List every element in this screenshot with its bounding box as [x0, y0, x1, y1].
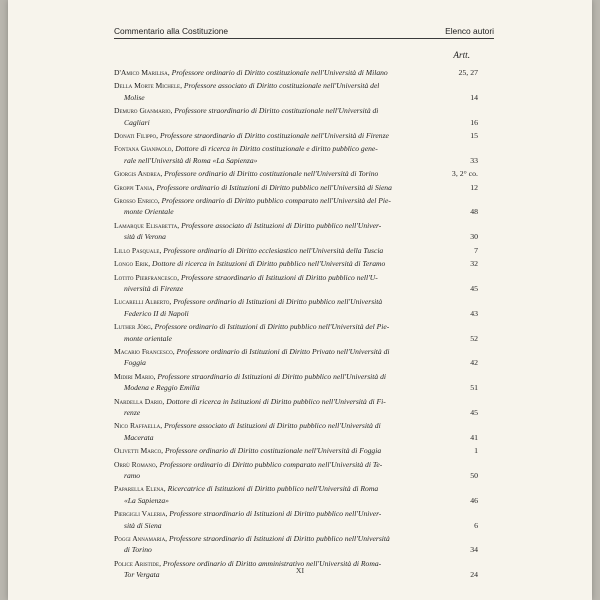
- entry-text: [114, 371, 386, 382]
- author-affiliation-continued: Molise: [124, 92, 145, 102]
- entry-first-line: [114, 105, 478, 116]
- entry-first-line: [114, 459, 478, 470]
- author-name: Nico Raffaella,: [114, 421, 163, 431]
- entry-continuation-line: [114, 407, 478, 418]
- entry-continuation-line: [114, 357, 478, 368]
- entry-text: [114, 321, 389, 332]
- author-list: [114, 67, 478, 583]
- author-affiliation: Professore straordinario di Diritto costituzionale nell'Università di Firenze: [159, 131, 389, 141]
- author-name: Nardella Dario,: [114, 396, 165, 406]
- book-page: [8, 0, 592, 600]
- author-name: Giorgis Andrea,: [114, 169, 163, 179]
- running-header: [114, 26, 494, 39]
- author-entry: [114, 67, 478, 78]
- author-entry: [114, 533, 478, 556]
- author-name: Orrù Romano,: [114, 459, 158, 469]
- author-affiliation-continued: Tor Vergata: [124, 570, 160, 580]
- entry-text: [114, 396, 386, 407]
- entry-text: [114, 105, 378, 116]
- entry-text: [114, 182, 392, 193]
- entry-text: [114, 459, 382, 470]
- entry-text: [114, 130, 389, 141]
- author-entry: [114, 168, 478, 179]
- author-name: Lillo Pasquale,: [114, 245, 162, 255]
- author-entry: [114, 130, 478, 141]
- entry-first-line: [114, 168, 478, 179]
- author-affiliation: Professore ordinario di Diritto pubblico comparato nell'Università di Te-: [159, 459, 383, 469]
- author-affiliation: Professore ordinario di Diritto ecclesiastico nell'Università della Tuscia: [163, 245, 384, 255]
- entry-text: [114, 80, 379, 91]
- entry-first-line: [114, 220, 478, 231]
- article-numbers: 52: [470, 333, 478, 343]
- entry-continuation-line: [114, 520, 478, 531]
- article-numbers: 32: [470, 259, 478, 269]
- author-entry: [114, 245, 478, 256]
- entry-continuation-line: [114, 432, 478, 443]
- article-numbers: 50: [470, 471, 478, 480]
- article-numbers: 12: [470, 182, 478, 192]
- entry-first-line: [114, 483, 478, 494]
- author-entry: [114, 483, 478, 506]
- entry-first-line: [114, 371, 478, 382]
- entry-text: [114, 195, 391, 206]
- entry-continuation-line: [114, 333, 478, 344]
- entry-first-line: [114, 143, 478, 154]
- author-affiliation: Dottore di ricerca in Istituzioni di Diritto pubblico nell'Università di Teramo: [152, 259, 386, 269]
- entry-continuation-line: [114, 470, 478, 481]
- author-affiliation-continued: monte orientale: [124, 333, 172, 343]
- entry-first-line: [114, 258, 478, 269]
- entry-continuation-line: [114, 382, 478, 393]
- entry-first-line: [114, 195, 478, 206]
- author-affiliation: Professore ordinario di Diritto costituzionale nell'Università di Milano: [171, 68, 388, 77]
- entry-first-line: [114, 533, 478, 544]
- entry-first-line: [114, 508, 478, 519]
- author-affiliation-continued: ramo: [124, 471, 141, 480]
- author-name: Paparella Elena,: [114, 484, 166, 494]
- articles-column-label: Artt.: [453, 50, 470, 60]
- author-affiliation-continued: Modena e Reggio Emilia: [124, 383, 200, 393]
- author-name: Police Aristide,: [114, 558, 161, 568]
- author-name: Groppi Tania,: [114, 182, 155, 192]
- header-section: Elenco autori: [445, 26, 494, 36]
- entry-first-line: [114, 272, 478, 283]
- article-numbers: 34: [470, 545, 478, 555]
- entry-first-line: [114, 80, 478, 91]
- author-entry: [114, 195, 478, 218]
- author-entry: [114, 508, 478, 531]
- author-entry: [114, 459, 478, 482]
- author-name: Donati Filippo,: [114, 131, 159, 141]
- article-numbers: 15: [470, 131, 478, 141]
- author-affiliation-continued: renze: [124, 407, 141, 417]
- entry-first-line: [114, 346, 478, 357]
- author-affiliation: Dottore di ricerca in Diritto costituzionale e diritto pubblico gene-: [175, 144, 378, 154]
- article-numbers: 45: [470, 283, 478, 293]
- author-affiliation: Professore associato di Istituzioni di Diritto pubblico nell'Università di: [164, 421, 381, 431]
- entry-text: [114, 508, 381, 519]
- author-affiliation: Dottore di ricerca in Istituzioni di Diritto pubblico nell'Università di Fi-: [166, 396, 386, 406]
- article-numbers: 46: [470, 495, 478, 505]
- author-affiliation-continued: Cagliari: [124, 117, 150, 127]
- author-entry: [114, 182, 478, 193]
- author-affiliation: Professore straordinario di Istituzioni di Diritto pubblico nell'U-: [180, 272, 378, 282]
- article-numbers: 7: [474, 245, 478, 255]
- author-name: Longo Erik,: [114, 259, 151, 269]
- entry-first-line: [114, 321, 478, 332]
- author-entry: [114, 346, 478, 369]
- author-affiliation: Professore ordinario di Diritto costituzionale nell'Università di Torino: [164, 169, 379, 179]
- article-numbers: 14: [470, 92, 478, 102]
- author-affiliation: Professore ordinario di Istituzioni di Diritto pubblico nell'Università del Pie-: [154, 322, 390, 332]
- entry-first-line: [114, 67, 478, 78]
- entry-text: [114, 346, 390, 357]
- article-numbers: 42: [470, 358, 478, 368]
- header-title: Commentario alla Costituzione: [114, 26, 229, 36]
- entry-first-line: [114, 296, 478, 307]
- entry-text: [114, 245, 383, 256]
- author-affiliation: Professore ordinario di Diritto costituzionale nell'Università di Foggia: [165, 446, 382, 456]
- entry-text: [114, 67, 388, 78]
- author-name: Poggi Annamaria,: [114, 534, 168, 544]
- entry-first-line: [114, 420, 478, 431]
- author-entry: [114, 80, 478, 103]
- article-numbers: 6: [474, 520, 478, 530]
- author-affiliation: Professore associato di Istituzioni di Diritto pubblico nell'Univer-: [181, 220, 382, 230]
- entry-text: [114, 258, 385, 269]
- author-entry: [114, 420, 478, 443]
- author-affiliation: Professore ordinario di Diritto amministrativo nell'Università di Roma-: [162, 558, 382, 568]
- author-name: D'Amico Marilisa,: [114, 68, 170, 77]
- entry-continuation-line: [114, 283, 478, 294]
- entry-continuation-line: [114, 117, 478, 128]
- entry-continuation-line: [114, 206, 478, 217]
- article-numbers: 3, 2° co.: [451, 169, 478, 179]
- author-entry: [114, 105, 478, 128]
- article-numbers: 30: [470, 232, 478, 242]
- entry-continuation-line: [114, 495, 478, 506]
- author-affiliation: Professore straordinario di Istituzioni di Diritto pubblico nell'Univer-: [169, 509, 382, 519]
- entry-text: [114, 420, 381, 431]
- author-name: Midiri Mario,: [114, 371, 156, 381]
- entry-text: [114, 143, 378, 154]
- author-affiliation: Professore associato di Diritto costituzionale nell'Università del: [183, 81, 380, 91]
- author-entry: [114, 272, 478, 295]
- entry-text: [114, 445, 381, 456]
- entry-continuation-line: [114, 544, 478, 555]
- author-name: Della Morte Michele,: [114, 81, 182, 91]
- author-entry: [114, 220, 478, 243]
- author-affiliation-continued: sità di Verona: [124, 232, 166, 242]
- entry-continuation-line: [114, 231, 478, 242]
- author-affiliation-continued: monte Orientale: [124, 207, 174, 217]
- author-name: Macario Francesco,: [114, 346, 175, 356]
- entry-continuation-line: [114, 308, 478, 319]
- article-numbers: 33: [470, 155, 478, 165]
- author-entry: [114, 445, 478, 456]
- article-numbers: 16: [470, 117, 478, 127]
- page-number: XI: [295, 566, 305, 575]
- author-name: Grosso Enrico,: [114, 196, 160, 206]
- entry-continuation-line: [114, 155, 478, 166]
- author-name: Demuro Gianmario,: [114, 106, 173, 116]
- author-affiliation: Professore ordinario di Istituzioni di Diritto Privato nell'Università di: [176, 346, 390, 356]
- author-name: Lotito Pierfrancesco,: [114, 272, 180, 282]
- author-entry: [114, 143, 478, 166]
- author-entry: [114, 258, 478, 269]
- author-name: Fontana Gianpaolo,: [114, 144, 174, 154]
- author-affiliation-continued: «La Sapienza»: [124, 495, 169, 505]
- entry-first-line: [114, 130, 478, 141]
- author-entry: [114, 296, 478, 319]
- author-affiliation-continued: di Torino: [124, 545, 152, 555]
- author-affiliation: Ricercatrice di Istituzioni di Diritto pubblico nell'Università di Roma: [167, 484, 379, 494]
- author-affiliation-continued: Foggia: [124, 358, 146, 368]
- article-numbers: 41: [470, 432, 478, 442]
- author-entry: [114, 321, 478, 344]
- entry-first-line: [114, 445, 478, 456]
- author-affiliation-continued: Federico II di Napoli: [124, 308, 189, 318]
- entry-text: [114, 296, 382, 307]
- entry-text: [114, 168, 378, 179]
- author-affiliation: Professore ordinario di Diritto pubblico comparato nell'Università del Pie-: [161, 196, 391, 206]
- author-affiliation: Professore ordinario di Istituzioni di Diritto pubblico nell'Università di Siena: [156, 182, 392, 192]
- author-entry: [114, 396, 478, 419]
- author-affiliation-continued: sità di Siena: [124, 520, 162, 530]
- author-entry: [114, 371, 478, 394]
- author-name: Luther Jörg,: [114, 322, 153, 332]
- entry-first-line: [114, 182, 478, 193]
- article-numbers: 43: [470, 308, 478, 318]
- author-affiliation: Professore straordinario di Istituzioni di Diritto pubblico nell'Università di: [157, 371, 386, 381]
- author-name: Lamarque Elisabetta,: [114, 220, 180, 230]
- entry-continuation-line: [114, 92, 478, 103]
- author-affiliation-continued: niversità di Firenze: [124, 283, 184, 293]
- article-numbers: 48: [470, 207, 478, 217]
- article-numbers: 1: [474, 446, 478, 456]
- author-affiliation: Professore straordinario di Istituzioni di Diritto pubblico nell'Università: [169, 534, 390, 544]
- author-affiliation: Professore straordinario di Diritto costituzionale nell'Università di: [174, 106, 379, 116]
- entry-text: [114, 220, 381, 231]
- entry-text: [114, 272, 378, 283]
- entry-text: [114, 483, 378, 494]
- article-numbers: 51: [470, 383, 478, 393]
- entry-first-line: [114, 245, 478, 256]
- entry-text: [114, 533, 390, 544]
- author-affiliation: Professore ordinario di Istituzioni di Diritto pubblico nell'Università: [173, 297, 383, 307]
- author-name: Olivetti Marco,: [114, 446, 164, 456]
- author-name: Piergigli Valeria,: [114, 509, 168, 519]
- entry-first-line: [114, 396, 478, 407]
- article-numbers: 25, 27: [458, 68, 478, 77]
- article-numbers: 24: [470, 570, 478, 580]
- article-numbers: 45: [470, 407, 478, 417]
- author-name: Lucarelli Alberto,: [114, 297, 172, 307]
- author-affiliation-continued: Macerata: [124, 432, 154, 442]
- author-affiliation-continued: rale nell'Università di Roma «La Sapienza»: [124, 155, 258, 165]
